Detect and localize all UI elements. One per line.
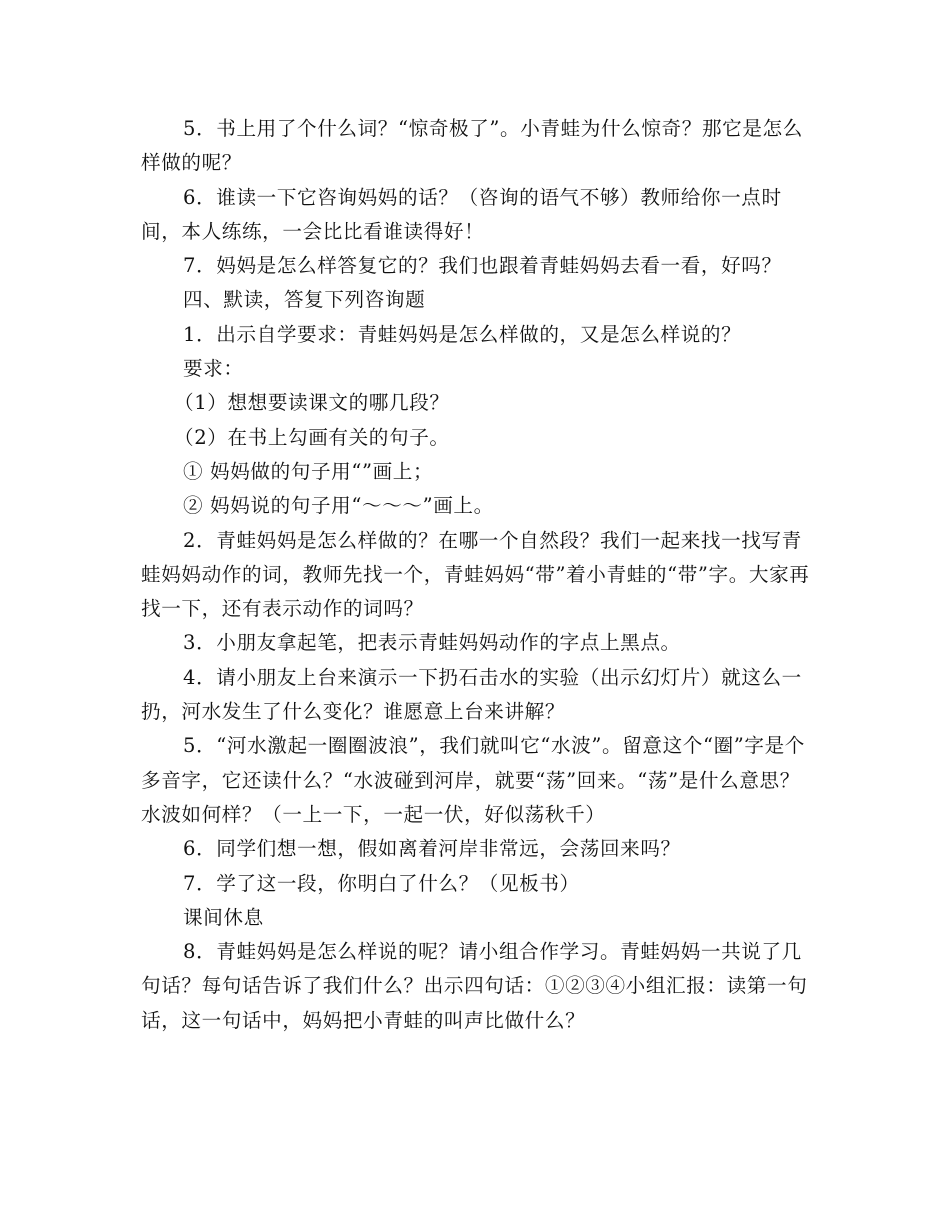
paragraph-2-mother-actions: 2．青蛙妈妈是怎么样做的？在哪一个自然段？我们一起来找一找写青蛙妈妈动作的词，教师先找一个，青蛙妈妈“带”着小青蛙的“带”字。大家再找一下，还有表示动作的词吗？: [141, 528, 810, 621]
paragraph-q5-wonder: 5．书上用了个什么词？“惊奇极了”。小青蛙为什么惊奇？那它是怎么样做的呢？: [141, 117, 803, 175]
paragraph-3-mark-dots: 3．小朋友拿起笔，把表示青蛙妈妈动作的字点上黑点。: [183, 631, 681, 655]
paragraph-8-group-study: 8．青蛙妈妈是怎么样说的呢？请小组合作学习。青蛙妈妈一共说了几句话？每句话告诉了我们什么？出示四句话：①②③④小组汇报：读第一句话，这一句话中，妈妈把小青蛙的叫声比做什么？: [141, 940, 808, 1032]
paragraph-self-study-requirement: 1．出示自学要求：青蛙妈妈是怎么样做的，又是怎么样说的？: [183, 322, 742, 346]
paragraph-5-water-waves: 5．“河水激起一圈圈波浪”，我们就叫它“水波”。留意这个“圈”字是个多音字，它还读什么？“水波碰到河岸，就要“荡”回来。“荡”是什么意思？水波如何样？（一上一下，一起一伏，好似荡秋千）: [141, 734, 805, 826]
paragraph-q6-read-question: 6．谁读一下它咨询妈妈的话？（咨询的语气不够）教师给你一点时间，本人练练，一会比比看谁读得好！: [141, 185, 782, 243]
document-page: [141, 112, 813, 1038]
sub-item-circle-2: ② 妈妈说的句子用“～～～”画上。: [183, 494, 494, 518]
paragraph-6-far-from-bank: 6．同学们想一想，假如离着河岸非常远，会荡回来吗？: [183, 837, 681, 861]
sub-item-circle-1: ① 妈妈做的句子用“”画上；: [183, 459, 434, 483]
requirement-item-1: （1）想想要读课文的哪几段？: [174, 391, 450, 415]
class-break-label: 课间休息: [183, 905, 264, 929]
requirement-item-2: （2）在书上勾画有关的句子。: [174, 425, 450, 449]
paragraph-q7-mother-answer: 7．妈妈是怎么样答复它的？我们也跟着青蛙妈妈去看一看，好吗？: [183, 254, 782, 278]
paragraph-4-stone-experiment: 4．请小朋友上台来演示一下扔石击水的实验（出示幻灯片）就这么一扔，河水发生了什么变化？谁愿意上台来讲解？: [141, 665, 802, 724]
paragraph-7-what-learned: 7．学了这一段，你明白了什么？（见板书）: [183, 871, 580, 895]
requirements-label: 要求：: [183, 357, 244, 381]
section-heading-silent-reading: 四、默读，答复下列咨询题: [183, 288, 426, 312]
